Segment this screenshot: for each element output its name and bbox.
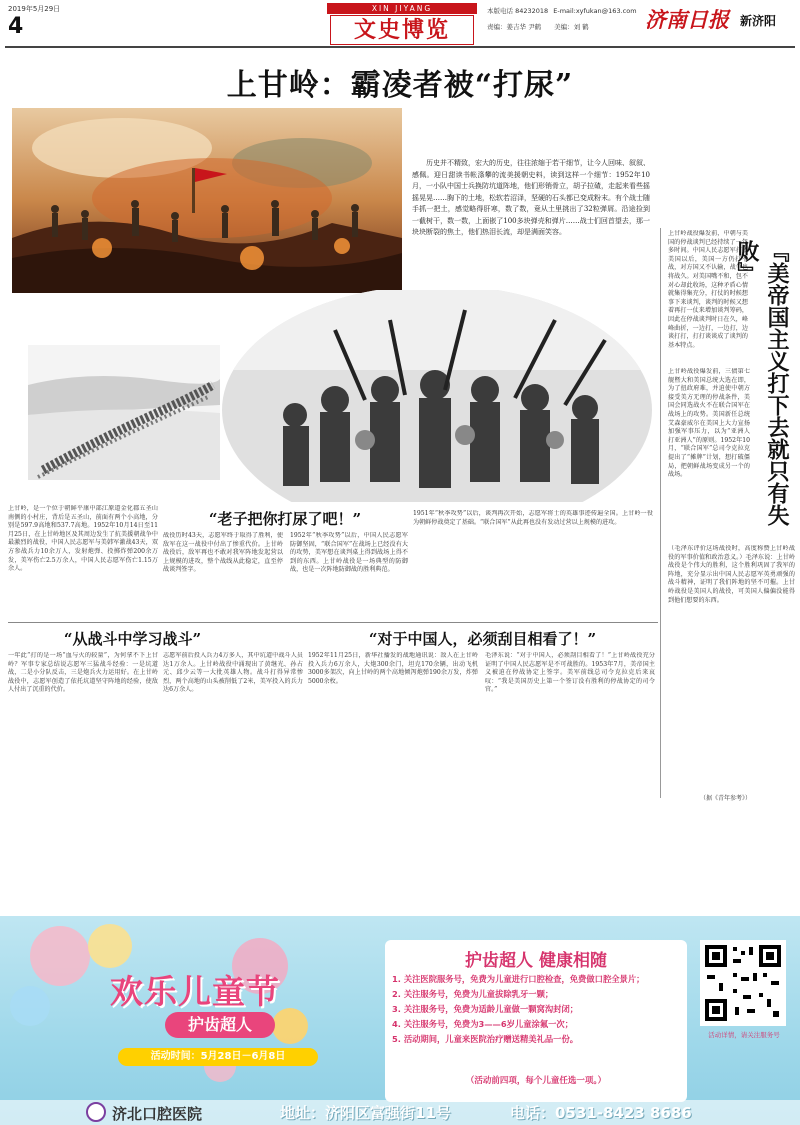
subheading-2: “从战斗中学习战斗” bbox=[63, 630, 202, 648]
subheading-1: “老子把你打尿了吧！” bbox=[208, 510, 362, 528]
headline: 上甘岭：霸凌者被“打尿” bbox=[226, 68, 574, 103]
mid-column-1: 战役历时43天，志愿军终于取得了胜利，使敌军在这一战役中付出了惨重代价。上甘岭战役后，敌军再也不敢对我军阵地发起营以上规模的进攻，整个战线从此稳定，直至停战谈判签字。 bbox=[163, 532, 283, 574]
right-column-bottom: （毛泽东评价这场战役时，高度称赞上甘岭战役的军事价值和政治意义。）毛泽东说：上甘岭战役是个伟大的胜利，这个胜利巩固了我军的阵地，充分显示出中国人民志愿军英勇顽强的战斗精神，证明了我们阵地的坚不可摧。上甘岭战役是美国人的战役，可美国人偏偏没能得到他们想要的东西。 bbox=[668, 545, 795, 604]
hotline-label: 本版电话 bbox=[487, 7, 513, 15]
soldiers-photo bbox=[215, 290, 660, 502]
email: E-mail:xyfukan@163.com bbox=[553, 7, 637, 15]
column-title: 文史博览 bbox=[353, 17, 450, 43]
ad-item-3: 3. 关注服务号，免费为适龄儿童做一颗窝沟封闭； bbox=[392, 1004, 579, 1014]
ad-panel-title: 护齿超人 健康相随 bbox=[465, 951, 607, 971]
ad-phone: 电话：0531-8423 8686 bbox=[510, 1104, 692, 1122]
battle-painting-art bbox=[12, 108, 402, 293]
bottom-column-4: 毛泽东说：“对于中国人，必须刮目相看了！”上甘岭战役充分证明了中国人民志愿军是不可战胜的。1953年7月，美帝国主义被迫在停战协定上签字。美军前线总司令克拉克后来哀叹：“我是美国历史上第一个签订没有胜利的停战协定的司令官。” bbox=[485, 652, 655, 694]
hospital-name: 济北口腔医院 bbox=[112, 1105, 203, 1123]
qr-code-icon bbox=[703, 943, 783, 1023]
hospital-logo-icon bbox=[86, 1102, 106, 1122]
ad-item-1: 1. 关注医院服务号，免费为儿童进行口腔检查，免费做口腔全景片； bbox=[392, 974, 645, 984]
advertisement bbox=[0, 916, 800, 1125]
bottom-column-3: 1952年11月25日，新华社播发的战地通讯说：敌人在上甘岭投入兵力6万余人，大炮300余门，坦克170余辆，出动飞机3000多架次，向上甘岭的两个高地倾泻炮弹190余万发，炸弹5000余枚。 bbox=[308, 652, 478, 685]
section-divider bbox=[8, 622, 658, 623]
ad-items bbox=[392, 972, 682, 1047]
credit: （据《青年参考》） bbox=[700, 795, 752, 802]
supplement-name: 新济阳 bbox=[740, 14, 777, 28]
masthead-rule bbox=[5, 46, 795, 48]
column-rule bbox=[660, 228, 661, 798]
right-column-mid: 上甘岭战役爆发前，三债第七舰暨大和美国总统大选在即，为了扭政府难，并迫使中朝方接受美方无理的停战条件，美国会同选战火不在联合国军在战场上的攻势。美国新任总统艾森豪威尔在美国上大力宣扬加强军事压力，以为“亚洲人打亚洲人”的原则。1952年10月，“联合国军”总司令克拉克提出了“摊牌”计划，想打破僵局，把朝鲜战场变成另一个的战场。 bbox=[668, 368, 750, 479]
bottom-column-1: 一年此“打的是一场“血与火的较量”，为何拿不下上甘岭？军事专家总结说志愿军三猛战斗经验：一是坑道战，二是小分队反击，三是炮兵火力运用好。在上甘岭战役中，志愿军创造了依托坑道坚守阵地的经验，使敌人付出了沉重的代价。 bbox=[8, 652, 158, 694]
ad-title: 欢乐儿童节 bbox=[110, 972, 280, 1011]
ad-dates: 活动时间：5月28日－6月8日 bbox=[150, 1051, 286, 1062]
mid-column-3: 1951年“秋季攻势”以后，谈判再次开始，志愿军将士的英雄事迹传遍全国。上甘岭一役为朝鲜停战奠定了基础。“联合国军”从此再也没有发动过营以上规模的进攻。 bbox=[413, 510, 653, 526]
editors: 责编：姜吉华 尹鹤 美编：刘 鹤 bbox=[487, 23, 589, 31]
right-column-top: 上甘岭战役爆发前，中朝与美国的停战谈判已经持续了一年多时间。中国人民志愿军打败美国以后，美国一方仍打不战，对方国又不认输，战争也将战久。对美国嘴不和，包不对心却此收场，这种矛盾心情就集得集充分，打仗的时候想事下来谈判，谈判的时候又想着再打一仗来增加谈判筹码，因此在停战谈判时日在久，峰峰曲折，一边打，一边打，边谈打打，打打谈谈成了谈判的基本特点。 bbox=[668, 230, 748, 349]
ad-address: 地址：济阳区富强街11号 bbox=[280, 1104, 451, 1122]
ad-item-4: 4. 关注服务号，免费为3——6岁儿童涂氟一次； bbox=[392, 1019, 574, 1029]
ad-panel-note: （活动前四项，每个儿童任选一项。） bbox=[465, 1076, 607, 1086]
page-number: 4 bbox=[8, 14, 24, 39]
masthead bbox=[0, 0, 800, 52]
ad-item-5: 5. 活动期间，儿童来医院治疗赠送精美礼品一份。 bbox=[392, 1034, 579, 1044]
mid-column-2: 1952年“秋季攻势”以后，中国人民志愿军防御坚固，“联合国军”在战场上已经没有大的攻势，美军想在谈判桌上得到战场上得不到的东西。上甘岭战役是一场典型的防御战，也是一次阵地防御战的胜利典范。 bbox=[290, 532, 408, 574]
march-photo-art bbox=[28, 345, 220, 480]
side-heading: 『美帝国主义打下去就只有失败』 bbox=[734, 240, 790, 526]
date: 2019年5月29日 bbox=[8, 5, 61, 13]
bottom-column-2: 志愿军前后投入兵力4万多人，其中坑道中战斗人员达1万余人。上甘岭战役中涌现出了黄继光、孙占元、邱少云等一大批英雄人物。战斗打得异常惨烈，两个高地的山头被削低了2米，美军投入的兵力达6万余人。 bbox=[163, 652, 303, 694]
pinyin-label: XIN JIYANG bbox=[371, 4, 433, 13]
qr-code bbox=[700, 940, 786, 1026]
battle-painting bbox=[12, 108, 402, 293]
paper-logo: 济南日报 bbox=[645, 7, 729, 32]
march-photo bbox=[28, 345, 220, 480]
subheading-3: “对于中国人，必须刮目相看了！” bbox=[368, 630, 597, 648]
hotline: 84232018 bbox=[515, 7, 549, 15]
ad-subtitle: 护齿超人 bbox=[187, 1015, 252, 1034]
lead-paragraph: 历史并不精致，宏大的历史，往往浓缩于若干细节，让今人回味、叙叙、感佩。迎日甜读书帐涤攀的流美援朝史料，读到这样一个细节：1952年10月，一小队中国士兵换防坑道阵地，他们形销骨立，胡子拉碴，走起来看些摇摇晃晃……胸下的土地，松软若沼泽，坚硬的石头都已变成粉末。有个战士随手抓一把土，感觉略得肝寒，数了数，竟从土里挑出了32粒弹屑。沿途捡到一截树干，数一数，上面嵌了100多块弹壳和弹片……战士们回首望去，那一块块断裂的焦土，他们热泪长流，却是满面笑容。 bbox=[412, 159, 650, 236]
left-body: 上甘岭，是一个位于朝鲜平康中部江原道金化郡五圣山南侧的小村庄，背后是五圣山，前面有两个小高地，分别是597.9高地和537.7高地。1952年10月14日至11月25日，在上甘岭地区及其周边发生了抗美援朝战争中最激烈的战役，中国人民志愿军与美韩军激战43天，双方参战兵力10余万人，发射炮弹、投掷炸弹200余万发，美军伤亡2.5万余人，中国人民志愿军伤亡1.15万余人。 bbox=[8, 505, 158, 573]
soldiers-photo-art bbox=[215, 290, 660, 502]
qr-label: 活动详情，请关注服务号 bbox=[708, 1031, 780, 1039]
ad-item-2: 2. 关注服务号，免费为儿童拔除乳牙一颗； bbox=[392, 989, 554, 999]
